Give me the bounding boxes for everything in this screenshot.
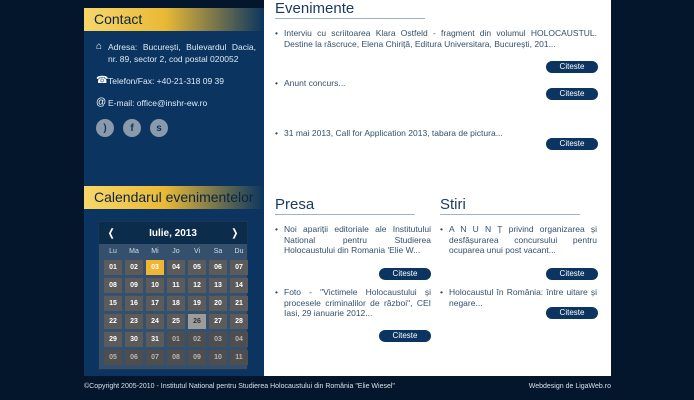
calendar-day[interactable]: 30	[125, 332, 143, 347]
stiri-heading: Stiri	[440, 196, 580, 215]
read-more-button[interactable]: Citeste	[546, 61, 598, 73]
calendar-day[interactable]: 19	[188, 296, 206, 311]
phone-icon: ☎	[96, 75, 109, 86]
phone-line	[96, 75, 256, 87]
calendar-day[interactable]: 26	[188, 314, 206, 329]
calendar-day[interactable]: 17	[146, 296, 164, 311]
weekday-label: Ma	[129, 248, 139, 255]
calendar-day[interactable]: 13	[209, 278, 227, 293]
calendar-day-other-month[interactable]: 01	[167, 332, 185, 347]
events-heading: Evenimente	[275, 0, 425, 19]
calendar-day[interactable]: 31	[146, 332, 164, 347]
read-more-button[interactable]: Citeste	[546, 307, 598, 319]
bullet-icon: •	[440, 224, 443, 234]
weekday-label: Lu	[109, 248, 117, 255]
calendar-day-other-month[interactable]: 06	[125, 350, 143, 365]
stiri-item	[440, 287, 597, 308]
address-text: Adresa: București, Bulevardul Dacia, nr. 89, sector 2, cod postal 020052	[108, 42, 256, 64]
address-line	[96, 41, 256, 65]
calendar-widget	[98, 221, 248, 370]
calendar-day-other-month[interactable]: 10	[209, 350, 227, 365]
calendar-heading: Calendarul evenimentelor	[84, 186, 264, 209]
bullet-icon: •	[275, 28, 278, 38]
prev-month-button[interactable]: ❬	[107, 227, 116, 239]
contact-heading: Contact	[84, 8, 264, 31]
phone-text: Telefon/Fax: +40-21-318 09 39	[108, 76, 225, 86]
event-link[interactable]: Anunt concurs...	[284, 78, 346, 88]
calendar-day[interactable]: 02	[125, 260, 143, 275]
presa-item	[275, 287, 431, 319]
stiri-item	[440, 224, 597, 256]
calendar-day-other-month[interactable]: 03	[209, 332, 227, 347]
weekday-label: Vi	[193, 248, 201, 255]
calendar-nav	[99, 222, 247, 244]
calendar-day[interactable]: 14	[230, 278, 248, 293]
read-more-button[interactable]: Citeste	[379, 330, 431, 342]
calendar-day[interactable]: 10	[146, 278, 164, 293]
weekday-label: Jo	[172, 248, 180, 255]
calendar-day-other-month[interactable]: 02	[188, 332, 206, 347]
home-icon: ⌂	[96, 41, 103, 52]
copyright-text: ©Copyright 2005-2010 - Institutul National pentru Studierea Holocaustului din România "Elie Wiesel"	[84, 383, 395, 390]
presa-link[interactable]: Noi apariții editoriale ale Institutului National pentru Studierea Holocaustului din Romania 'Elie W...	[284, 224, 431, 255]
calendar-day[interactable]: 28	[230, 314, 248, 329]
calendar-day[interactable]: 12	[188, 278, 206, 293]
read-more-button[interactable]: Citeste	[546, 138, 598, 150]
email-text[interactable]: E-mail: office@inshr-ew.ro	[108, 98, 208, 108]
calendar-day[interactable]: 06	[209, 260, 227, 275]
calendar-day[interactable]: 01	[104, 260, 122, 275]
main-content	[264, 0, 611, 376]
next-month-button[interactable]: ❭	[230, 227, 239, 239]
calendar-day[interactable]: 09	[125, 278, 143, 293]
calendar-day[interactable]: 18	[167, 296, 185, 311]
calendar-day[interactable]: 27	[209, 314, 227, 329]
read-more-button[interactable]: Citeste	[546, 88, 598, 100]
email-line	[96, 97, 256, 109]
presa-link[interactable]: Foto - "Victimele Holocaustului și procesele criminalilor de război", CEI Iasi, 29 ianuarie 2012...	[284, 287, 431, 318]
bullet-icon: •	[275, 224, 278, 234]
calendar-day-other-month[interactable]: 05	[104, 350, 122, 365]
calendar-day[interactable]: 15	[104, 296, 122, 311]
event-link[interactable]: 31 mai 2013, Call for Application 2013, tabara de pictura...	[284, 128, 503, 138]
presa-heading: Presa	[275, 196, 415, 215]
presa-item	[275, 224, 431, 256]
bullet-icon: •	[275, 78, 278, 88]
bullet-icon: •	[275, 128, 278, 138]
calendar-day[interactable]: 04	[167, 260, 185, 275]
calendar-day[interactable]: 20	[209, 296, 227, 311]
sidebar	[84, 8, 264, 376]
weekday-label: Du	[234, 248, 244, 255]
calendar-day[interactable]: 03	[146, 260, 164, 275]
calendar-day[interactable]: 11	[167, 278, 185, 293]
calendar-day[interactable]: 05	[188, 260, 206, 275]
weekday-label: Mi	[151, 248, 159, 255]
stiri-link[interactable]: Holocaustul în România: între uitare și negare...	[449, 287, 597, 308]
read-more-button[interactable]: Citeste	[546, 268, 598, 280]
calendar-day[interactable]: 24	[146, 314, 164, 329]
calendar-day[interactable]: 08	[104, 278, 122, 293]
bullet-icon: •	[440, 287, 443, 297]
calendar-day[interactable]: 23	[125, 314, 143, 329]
webdesign-link[interactable]: Webdesign de LigaWeb.ro	[528, 383, 611, 390]
calendar-day[interactable]: 29	[104, 332, 122, 347]
calendar-day[interactable]: 21	[230, 296, 248, 311]
event-item	[275, 28, 597, 49]
calendar-day-other-month[interactable]: 11	[230, 350, 248, 365]
footer	[84, 383, 611, 390]
weekday-label: Sa	[213, 248, 223, 255]
calendar-month: Iulie, 2013	[149, 227, 197, 239]
calendar-day[interactable]: 22	[104, 314, 122, 329]
event-link[interactable]: Interviu cu scriitoarea Klara Ostfeld - fragment din volumul HOLOCAUSTUL. Destine la răscruce, Elena Chiriță, Editura Universitara, București, 201...	[284, 28, 597, 49]
read-more-button[interactable]: Citeste	[379, 268, 431, 280]
bullet-icon: •	[275, 287, 278, 297]
skype-icon[interactable]: s	[150, 119, 168, 137]
calendar-day-other-month[interactable]: 07	[146, 350, 164, 365]
contact-info	[84, 31, 264, 109]
facebook-icon[interactable]: f	[123, 119, 141, 137]
calendar-day-other-month[interactable]: 09	[188, 350, 206, 365]
event-item	[275, 78, 597, 89]
calendar-day[interactable]: 16	[125, 296, 143, 311]
stiri-link[interactable]: A N U N Ț privind organizarea și desfășurarea concursului pentru ocuparea unui post vacant...	[449, 224, 597, 255]
event-item	[275, 128, 597, 139]
calendar-day-other-month[interactable]: 04	[230, 332, 248, 347]
calendar-day[interactable]: 25	[167, 314, 185, 329]
social-links	[96, 119, 264, 137]
calendar-grid	[99, 244, 247, 369]
at-icon: @	[96, 97, 107, 108]
calendar-day-other-month[interactable]: 08	[167, 350, 185, 365]
rss-icon[interactable]: )	[96, 119, 114, 137]
calendar-day[interactable]: 07	[230, 260, 248, 275]
